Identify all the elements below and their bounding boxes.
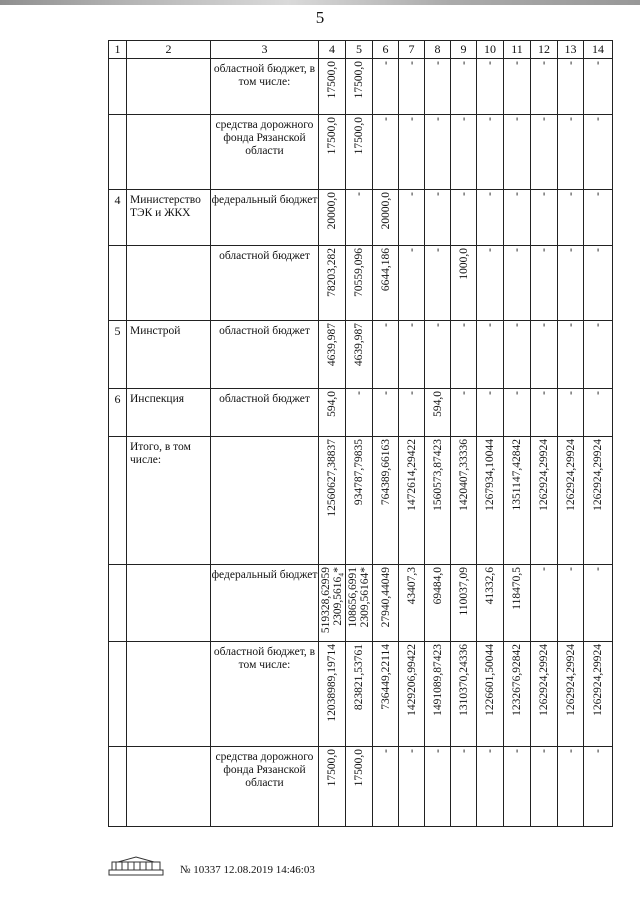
value-text: - [457, 323, 470, 327]
value-cell [477, 246, 504, 321]
value-text: - [592, 391, 604, 395]
value-cell [531, 115, 558, 190]
value-text: 1267934,10044 [484, 439, 496, 511]
value-cell [346, 190, 373, 246]
header-cell: 5 [346, 41, 373, 59]
value-cell [425, 246, 451, 321]
value-text: 4639,987 [353, 323, 365, 367]
value-text: - [457, 391, 470, 395]
value-cell [477, 642, 504, 747]
value-cell [584, 437, 613, 565]
value-cell [558, 389, 584, 437]
value-cell [558, 59, 584, 115]
value-text: - [431, 323, 444, 327]
value-text: 78203,282 [326, 248, 338, 297]
value-text: - [564, 61, 577, 65]
value-cell [584, 246, 613, 321]
table-row [109, 246, 613, 321]
value-cell [319, 190, 346, 246]
row-source: федеральный бюджет [211, 190, 319, 246]
value-text: 1226601,50044 [484, 644, 496, 716]
row-organization [127, 246, 211, 321]
value-text: 41332,6 [484, 567, 496, 605]
registration-stamp: № 10337 12.08.2019 14:46:03 [180, 864, 315, 876]
value-cell [504, 246, 531, 321]
value-text: 12038989,19714 [326, 644, 338, 722]
value-cell [346, 389, 373, 437]
value-cell [399, 747, 425, 827]
value-cell [346, 747, 373, 827]
value-cell [373, 115, 399, 190]
value-text: - [592, 192, 604, 196]
value-text: 764389,66163 [379, 439, 392, 506]
value-cell [399, 190, 425, 246]
table-row [109, 59, 613, 115]
value-cell [504, 115, 531, 190]
value-cell [319, 246, 346, 321]
value-cell [531, 321, 558, 389]
value-cell [531, 389, 558, 437]
value-text: 69484,0 [431, 567, 444, 605]
value-cell [425, 190, 451, 246]
value-cell [319, 389, 346, 437]
value-text: 1429206,99422 [405, 644, 418, 716]
value-text: - [405, 117, 418, 121]
row-organization [127, 115, 211, 190]
value-cell [477, 115, 504, 190]
value-cell [477, 59, 504, 115]
value-cell [558, 437, 584, 565]
value-cell [319, 321, 346, 389]
value-cell [451, 642, 477, 747]
value-text: - [592, 61, 604, 65]
value-cell [531, 437, 558, 565]
row-source: областной бюджет [211, 321, 319, 389]
value-text: 1262924,29924 [538, 439, 550, 511]
value-cell [399, 321, 425, 389]
table-row [109, 389, 613, 437]
row-number [109, 437, 127, 565]
value-text: 17500,0 [326, 749, 338, 787]
value-text: 12560627,38837 [326, 439, 338, 517]
value-cell [346, 437, 373, 565]
header-cell: 13 [558, 41, 584, 59]
value-cell [451, 59, 477, 115]
value-cell [477, 190, 504, 246]
value-text: 1262924,29924 [564, 644, 577, 716]
value-cell [373, 246, 399, 321]
table-row [109, 190, 613, 246]
value-cell [477, 321, 504, 389]
value-cell [451, 747, 477, 827]
value-text: 934787,79835 [353, 439, 365, 506]
value-cell [477, 747, 504, 827]
value-cell [399, 437, 425, 565]
value-cell [399, 389, 425, 437]
value-text: - [405, 323, 418, 327]
row-source [211, 437, 319, 565]
value-cell [504, 59, 531, 115]
value-text: 110037,09 [457, 567, 470, 616]
value-text: - [538, 117, 550, 121]
value-cell [504, 389, 531, 437]
value-text: - [457, 117, 470, 121]
value-cell [373, 747, 399, 827]
header-cell: 2 [127, 41, 211, 59]
page-number: 5 [315, 8, 325, 27]
value-text: - [353, 192, 365, 196]
value-text: - [564, 749, 577, 753]
header-cell: 10 [477, 41, 504, 59]
row-number [109, 565, 127, 642]
value-text: 519328,62959 2309,5616₄* [320, 567, 344, 634]
row-organization: Инспекция [127, 389, 211, 437]
value-cell [346, 246, 373, 321]
value-text: 1262924,29924 [592, 439, 604, 511]
value-cell [531, 565, 558, 642]
value-text: - [511, 391, 523, 395]
value-text: - [511, 248, 523, 252]
value-cell [319, 115, 346, 190]
value-cell [531, 59, 558, 115]
value-cell [584, 389, 613, 437]
value-text: 43407,3 [405, 567, 418, 605]
value-cell [451, 437, 477, 565]
value-cell [425, 59, 451, 115]
value-text: - [538, 391, 550, 395]
row-organization: Минстрой [127, 321, 211, 389]
value-cell [346, 321, 373, 389]
value-text: - [484, 323, 496, 327]
budget-table [108, 40, 613, 827]
value-cell [477, 389, 504, 437]
value-text: 1472614,29422 [405, 439, 418, 511]
value-cell [319, 642, 346, 747]
value-text: 594,0 [326, 391, 338, 417]
value-cell [558, 565, 584, 642]
value-cell [346, 642, 373, 747]
value-cell [346, 565, 373, 642]
table-row [109, 565, 613, 642]
header-cell: 3 [211, 41, 319, 59]
value-text: 1310370,24336 [457, 644, 470, 716]
value-text: 1262924,29924 [538, 644, 550, 716]
value-text: - [592, 323, 604, 327]
row-number [109, 642, 127, 747]
value-cell [346, 59, 373, 115]
value-text: - [564, 391, 577, 395]
value-text: - [564, 192, 577, 196]
value-cell [319, 747, 346, 827]
value-cell [584, 642, 613, 747]
value-cell [373, 565, 399, 642]
value-text: - [431, 749, 444, 753]
value-cell [558, 190, 584, 246]
value-text: 118470,5 [511, 567, 523, 610]
value-text: 17500,0 [326, 117, 338, 155]
value-cell [319, 565, 346, 642]
header-cell: 8 [425, 41, 451, 59]
value-text: 20000,0 [326, 192, 338, 230]
value-text: 6644,186 [379, 248, 392, 292]
value-cell [558, 642, 584, 747]
header-cell: 12 [531, 41, 558, 59]
value-cell [373, 321, 399, 389]
value-text: 17500,0 [353, 61, 365, 99]
row-source: областной бюджет [211, 246, 319, 321]
value-text: - [538, 192, 550, 196]
value-text: - [405, 192, 418, 196]
value-text: - [405, 61, 418, 65]
value-text: - [405, 391, 418, 395]
value-cell [477, 437, 504, 565]
value-text: - [538, 61, 550, 65]
scan-edge [0, 0, 640, 5]
value-text: - [484, 117, 496, 121]
row-organization [127, 747, 211, 827]
table-row [109, 321, 613, 389]
header-cell: 6 [373, 41, 399, 59]
value-cell [399, 115, 425, 190]
value-text: - [538, 567, 550, 571]
value-text: - [379, 117, 392, 121]
row-source: средства дорожного фонда Рязанской области [211, 115, 319, 190]
value-text: 823821,53761 [353, 644, 365, 711]
value-text: 17500,0 [353, 749, 365, 787]
row-number: 5 [109, 321, 127, 389]
value-text: 1351147,42842 [511, 439, 523, 511]
value-cell [373, 59, 399, 115]
value-text: - [538, 248, 550, 252]
value-text: 594,0 [431, 391, 444, 417]
value-cell [558, 115, 584, 190]
value-text: - [484, 391, 496, 395]
row-source: федеральный бюджет [211, 565, 319, 642]
header-cell: 4 [319, 41, 346, 59]
value-text: 108656,6991 2309,56164* [347, 567, 371, 628]
value-text: - [592, 567, 604, 571]
value-cell [319, 437, 346, 565]
row-number: 6 [109, 389, 127, 437]
value-cell [425, 565, 451, 642]
value-cell [504, 437, 531, 565]
value-text: - [511, 749, 523, 753]
value-cell [504, 747, 531, 827]
table-row [109, 642, 613, 747]
value-cell [451, 565, 477, 642]
row-source: областной бюджет, в том числе: [211, 642, 319, 747]
value-cell [558, 747, 584, 827]
value-cell [425, 437, 451, 565]
stamp-icon [108, 856, 164, 876]
value-cell [584, 115, 613, 190]
value-text: - [592, 248, 604, 252]
value-cell [425, 321, 451, 389]
value-cell [425, 747, 451, 827]
value-text: 1262924,29924 [592, 644, 604, 716]
value-text: 1420407,33336 [457, 439, 470, 511]
value-text: - [457, 192, 470, 196]
value-text: - [538, 749, 550, 753]
value-text: - [484, 749, 496, 753]
row-source: областной бюджет, в том числе: [211, 59, 319, 115]
value-text: - [484, 192, 496, 196]
row-number [109, 115, 127, 190]
value-text: - [592, 117, 604, 121]
value-text: 20000,0 [379, 192, 392, 230]
value-cell [399, 565, 425, 642]
value-text: - [564, 323, 577, 327]
value-text: - [379, 61, 392, 65]
value-text: - [457, 749, 470, 753]
value-cell [451, 246, 477, 321]
row-organization [127, 59, 211, 115]
value-cell [477, 565, 504, 642]
value-cell [451, 115, 477, 190]
header-cell: 14 [584, 41, 613, 59]
value-cell [531, 190, 558, 246]
value-text: - [405, 749, 418, 753]
value-cell [558, 321, 584, 389]
value-text: 27940,44049 [379, 567, 392, 628]
value-text: - [379, 323, 392, 327]
value-cell [584, 59, 613, 115]
value-text: 70559,096 [353, 248, 365, 297]
value-text: - [592, 749, 604, 753]
value-cell [531, 246, 558, 321]
value-cell [558, 246, 584, 321]
value-text: - [431, 192, 444, 196]
value-cell [504, 321, 531, 389]
header-cell: 7 [399, 41, 425, 59]
value-text: 17500,0 [353, 117, 365, 155]
value-text: - [538, 323, 550, 327]
value-cell [373, 642, 399, 747]
row-number: 4 [109, 190, 127, 246]
value-text: 1491089,87423 [431, 644, 444, 716]
value-text: - [457, 61, 470, 65]
value-text: - [484, 248, 496, 252]
row-organization [127, 642, 211, 747]
value-cell [373, 437, 399, 565]
value-cell [425, 115, 451, 190]
value-text: 1560573,87423 [431, 439, 444, 511]
value-text: - [431, 248, 444, 252]
value-text: - [564, 248, 577, 252]
value-cell [425, 389, 451, 437]
value-cell [373, 389, 399, 437]
row-number [109, 747, 127, 827]
value-text: - [431, 61, 444, 65]
value-text: - [564, 117, 577, 121]
value-text: - [564, 567, 577, 571]
value-text: - [511, 192, 523, 196]
value-text: - [379, 749, 392, 753]
value-cell [425, 642, 451, 747]
value-text: - [511, 117, 523, 121]
header-cell: 9 [451, 41, 477, 59]
value-text: - [431, 117, 444, 121]
value-text: - [405, 248, 418, 252]
value-cell [504, 565, 531, 642]
value-cell [451, 389, 477, 437]
value-cell [584, 565, 613, 642]
row-organization [127, 565, 211, 642]
value-cell [399, 246, 425, 321]
header-cell: 11 [504, 41, 531, 59]
value-cell [399, 59, 425, 115]
header-cell: 1 [109, 41, 127, 59]
value-text: - [379, 391, 392, 395]
value-cell [504, 642, 531, 747]
row-number [109, 59, 127, 115]
value-text: - [511, 61, 523, 65]
value-text: 736449,22114 [379, 644, 392, 710]
row-organization: Итого, в том числе: [127, 437, 211, 565]
value-cell [531, 642, 558, 747]
value-text: 1262924,29924 [564, 439, 577, 511]
value-cell [584, 747, 613, 827]
value-text: - [353, 391, 365, 395]
value-cell [584, 321, 613, 389]
value-cell [451, 190, 477, 246]
value-text: - [511, 323, 523, 327]
row-organization: Министерство ТЭК и ЖКХ [127, 190, 211, 246]
value-cell [319, 59, 346, 115]
value-cell [451, 321, 477, 389]
value-cell [346, 115, 373, 190]
table-row [109, 437, 613, 565]
row-number [109, 246, 127, 321]
value-text: 1000,0 [457, 248, 470, 280]
value-cell [584, 190, 613, 246]
value-text: - [484, 61, 496, 65]
row-source: областной бюджет [211, 389, 319, 437]
value-cell [373, 190, 399, 246]
table-row [109, 747, 613, 827]
value-cell [531, 747, 558, 827]
value-text: 1232676,92842 [511, 644, 523, 716]
row-source: средства дорожного фонда Рязанской области [211, 747, 319, 827]
table-row [109, 115, 613, 190]
value-text: 4639,987 [326, 323, 338, 367]
value-text: 17500,0 [326, 61, 338, 99]
value-cell [504, 190, 531, 246]
value-cell [399, 642, 425, 747]
